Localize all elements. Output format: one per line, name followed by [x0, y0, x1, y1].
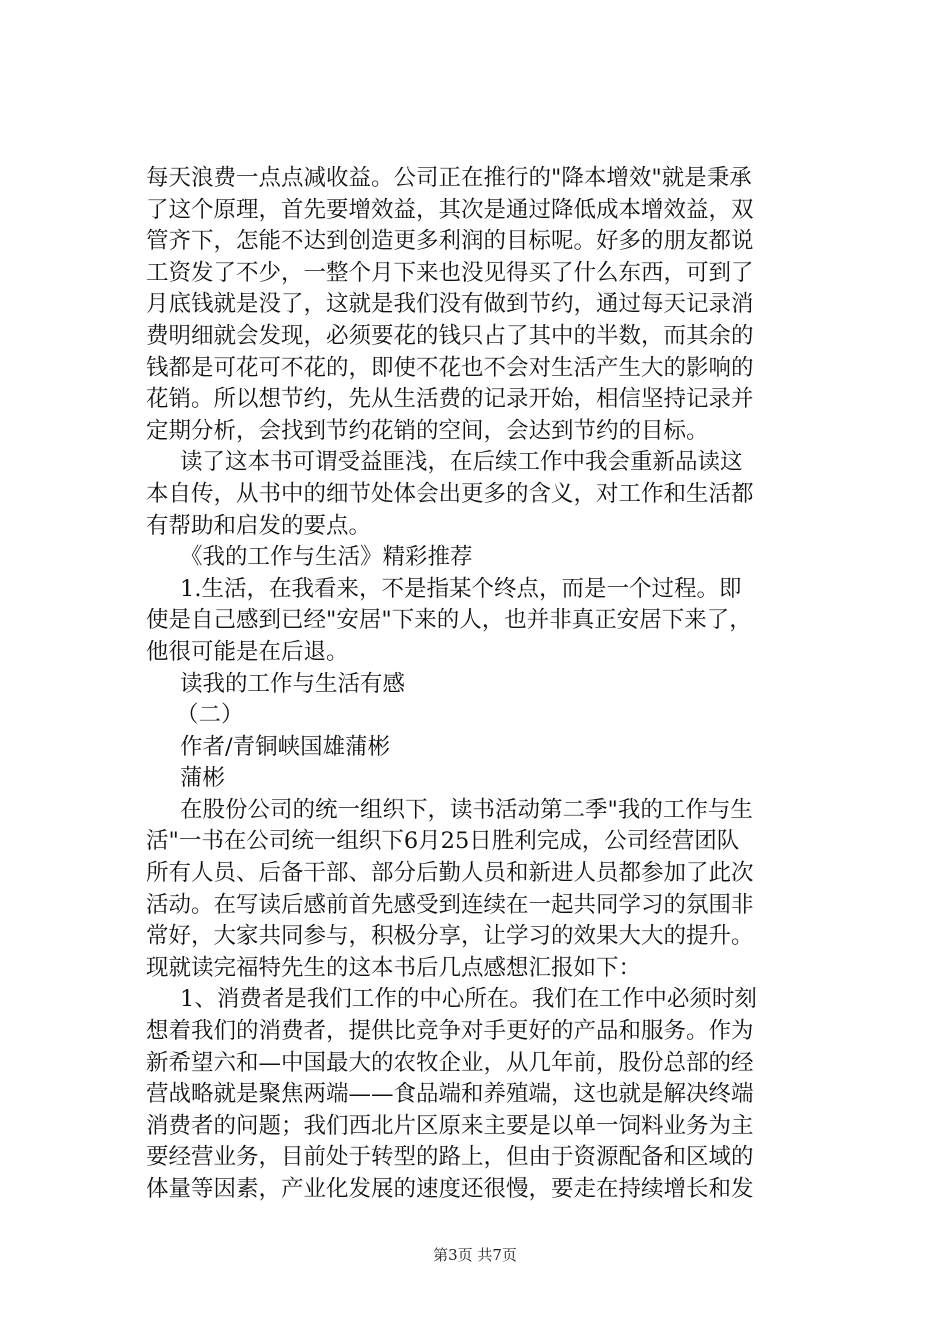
text-line: 月底钱就是没了，这就是我们没有做到节约，通过每天记录消 [146, 291, 754, 318]
text-line: 有帮助和启发的要点。 [146, 512, 372, 539]
text-line: 新希望六和—中国最大的农牧企业，从几年前，股份总部的经 [146, 1049, 754, 1076]
text-line: 他很可能是在后退。 [146, 638, 349, 665]
text-line: 营战略就是聚焦两端——食品端和养殖端，这也就是解决终端 [146, 1081, 754, 1108]
text-line: 工资发了不少，一整个月下来也没见得买了什么东西，可到了 [146, 259, 754, 286]
page-footer [0, 1244, 950, 1265]
article-part: （二） [176, 702, 244, 729]
section-heading: 《我的工作与生活》精彩推荐 [180, 544, 473, 571]
text-line: 在股份公司的统一组织下，读书活动第二季"我的工作与生 [180, 796, 753, 823]
text-line: 常好，大家共同参与，积极分享，让学习的效果大大的提升。 [146, 923, 754, 950]
page-number: 第3页 共7页 [433, 1246, 517, 1264]
text-line: 了这个原理，首先要增效益，其次是通过降低成本增效益，双 [146, 196, 754, 223]
article-title: 读我的工作与生活有感 [180, 670, 406, 697]
text-line: 活"一书在公司统一组织下6月25日胜利完成，公司经营团队 [146, 828, 740, 855]
author-line: 作者/青铜峡国雄蒲彬 [180, 733, 391, 760]
text-line: 1、消费者是我们工作的中心所在。我们在工作中必须时刻 [180, 986, 757, 1013]
text-line: 想着我们的消费者，提供比竞争对手更好的产品和服务。作为 [146, 1018, 754, 1045]
text-line: 管齐下，怎能不达到创造更多利润的目标呢。好多的朋友都说 [146, 228, 754, 255]
text-line: 费明细就会发现，必须要花的钱只占了其中的半数，而其余的 [146, 322, 754, 349]
text-line: 每天浪费一点点减收益。公司正在推行的"降本增效"就是秉承 [146, 165, 752, 191]
text-line: 本自传，从书中的细节处体会出更多的含义，对工作和生活都 [146, 480, 754, 507]
body-text [146, 163, 836, 1206]
text-line: 所有人员、后备干部、部分后勤人员和新进人员都参加了此次 [146, 860, 754, 887]
text-line: 1.生活，在我看来，不是指某个终点，而是一个过程。即 [180, 575, 742, 602]
text-line: 要经营业务，目前处于转型的路上，但由于资源配备和区域的 [146, 1144, 754, 1171]
text-line: 现就读完福特先生的这本书后几点感想汇报如下： [146, 954, 642, 981]
text-line: 钱都是可花可不花的，即使不花也不会对生活产生大的影响的 [146, 354, 754, 381]
text-line: 消费者的问题；我们西北片区原来主要是以单一饲料业务为主 [146, 1112, 754, 1139]
text-line: 活动。在写读后感前首先感受到连续在一起共同学习的氛围非 [146, 891, 754, 918]
text-line: 读了这本书可谓受益匪浅，在后续工作中我会重新品读这 [180, 449, 743, 476]
text-line: 定期分析，会找到节约花销的空间，会达到节约的目标。 [146, 417, 709, 444]
text-line: 体量等因素，产业化发展的速度还很慢，要走在持续增长和发 [146, 1176, 754, 1202]
text-line: 使是自己感到已经"安居"下来的人，也并非真正安居下来了， [146, 607, 752, 634]
author-name: 蒲彬 [180, 765, 226, 792]
text-line: 花销。所以想节约，先从生活费的记录开始，相信坚持记录并 [146, 386, 754, 413]
